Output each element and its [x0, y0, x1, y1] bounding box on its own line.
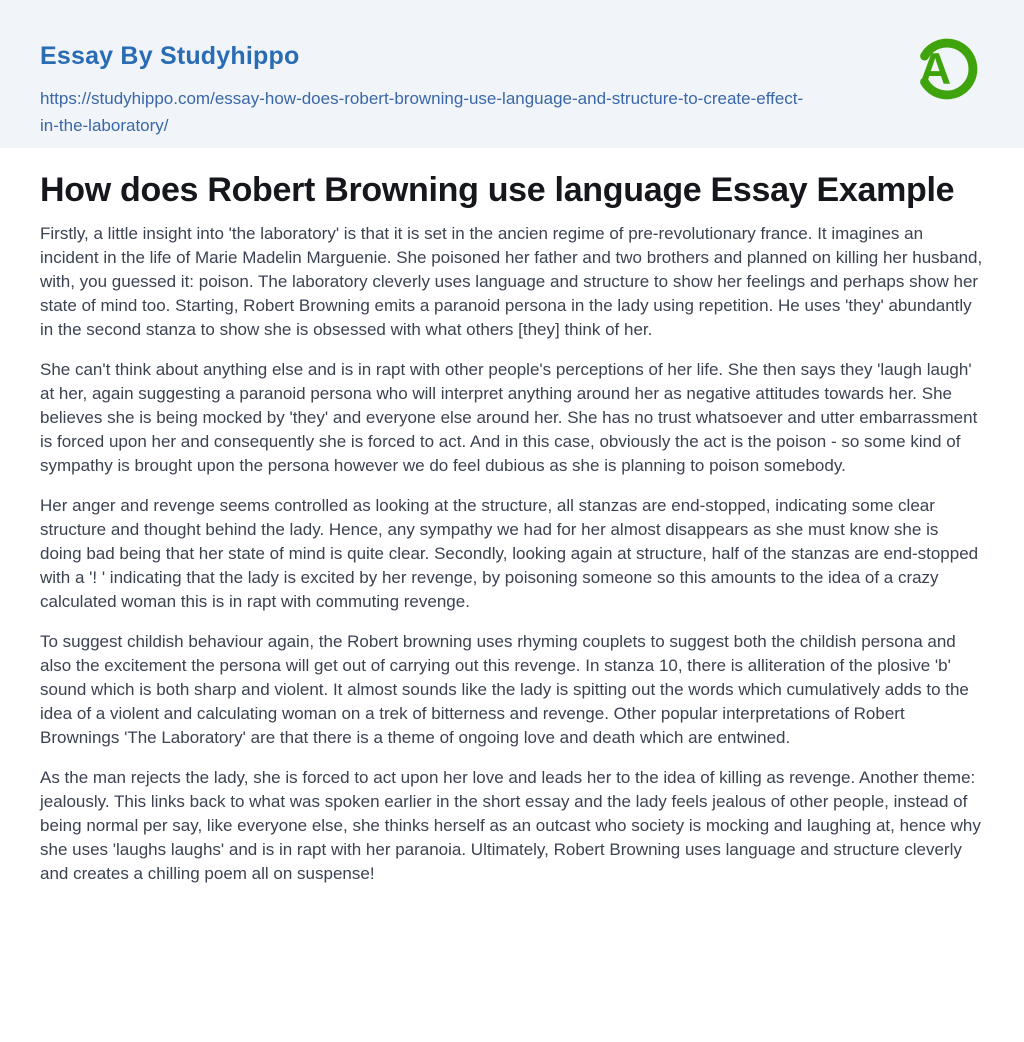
essay-paragraph-1: Firstly, a little insight into 'the laboratory' is that it is set in the ancien regime of pre-revolutionary france. It imagines an incident in the life of Marie Madelin Marguenie. She poisoned her father and two brothers and planned on killing her husband, with, you guessed it: poison. The laboratory cleverly uses language and structure to show her feelings and perhaps show her state of mind too. Starting, Robert Browning emits a paranoid persona in the lady using repetition. He uses 'they' abundantly in the second stanza to show she is obsessed with what others [they] think of her. [40, 224, 983, 339]
header-text-block [40, 42, 984, 139]
studyhippo-logo-icon [910, 32, 984, 106]
site-title: Essay By Studyhippo [40, 42, 300, 70]
page-header [0, 0, 1024, 148]
essay-paragraph-5: As the man rejects the lady, she is forced to act upon her love and leads her to the idea of killing as revenge. Another theme: jealously. This links back to what was spoken earlier in the short essay and the lady feels jealous of other people, instead of being normal per say, like everyone else, she thinks herself as an outcast who society is mocking and laughing at, hence why she uses 'laughs laughs' and is in rapt with her paranoia. Ultimately, Robert Browning uses language and structure cleverly and creates a chilling poem all on suspense! [40, 768, 981, 883]
essay-paragraph-4: To suggest childish behaviour again, the Robert browning uses rhyming couplets to suggest both the childish persona and also the excitement the persona will get out of carrying out this revenge. In stanza 10, there is alliteration of the plosive 'b' sound which is both sharp and violent. It almost sounds like the lady is spitting out the words which cumulatively adds to the idea of a violent and calculating woman on a trek of bitterness and revenge. Other popular interpretations of Robert Brownings 'The Laboratory' are that there is a theme of ongoing love and death which are entwined. [40, 632, 969, 747]
essay-paragraph-3: Her anger and revenge seems controlled as looking at the structure, all stanzas are end-stopped, indicating some clear structure and thought behind the lady. Hence, any sympathy we had for her almost disappears as she must know she is doing bad being that her state of mind is quite clear. Secondly, looking again at structure, half of the stanzas are end-stopped with a '! ' indicating that the lady is excited by her revenge, by poisoning someone so this amounts to the idea of a crazy calculated woman this is in rapt with commuting revenge. [40, 496, 979, 611]
essay-paragraph-2: She can't think about anything else and is in rapt with other people's perceptions of her life. She then says they 'laugh laugh' at her, again suggesting a paranoid persona who will interpret anything around her as negative attitudes towards her. She believes she is being mocked by 'they' and everyone else around her. She has no trust whatsoever and utter embarrassment is forced upon her and consequently she is forced to act. And in this case, obviously the act is the poison - so some kind of sympathy is brought upon the persona however we do feel dubious as she is planning to poison somebody. [40, 360, 978, 475]
logo-letter: A [919, 44, 952, 94]
page-url-link[interactable]: https://studyhippo.com/essay-how-does-robert-browning-use-language-and-structure-to-create-effect-in-the-laboratory/ [40, 89, 804, 135]
essay-content [0, 172, 1024, 886]
logo-svg [910, 32, 984, 106]
article-title: How does Robert Browning use language Essay Example [40, 171, 955, 209]
